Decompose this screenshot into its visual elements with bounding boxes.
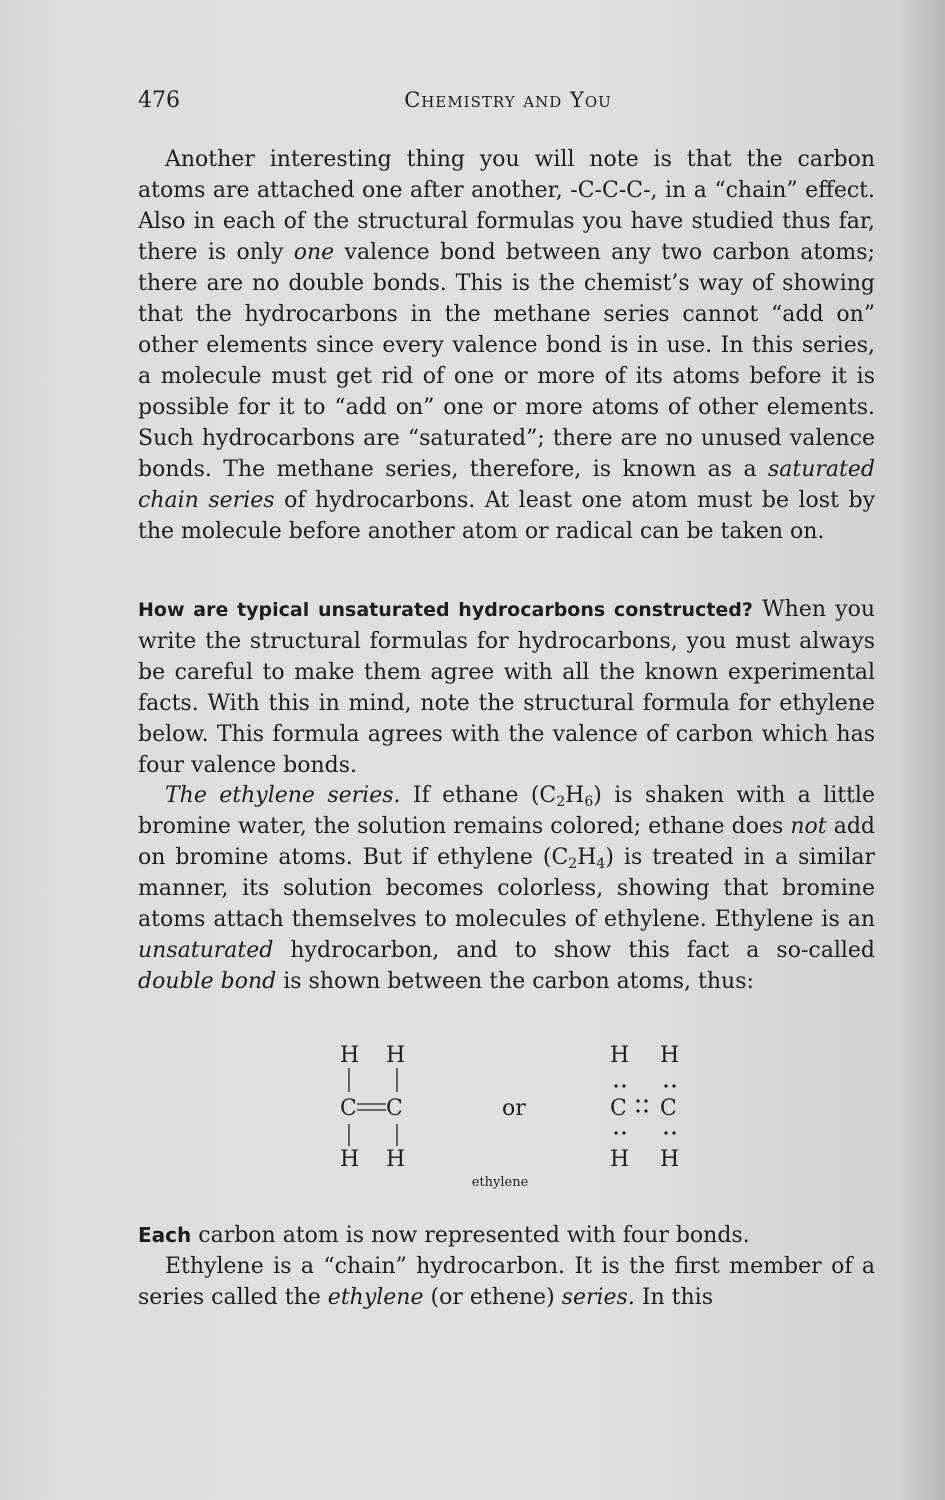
electron-dot — [622, 1131, 625, 1134]
emphasis: not — [790, 814, 827, 839]
atom-c: C — [660, 1096, 677, 1121]
electron-dot — [644, 1109, 647, 1112]
electron-dot — [636, 1109, 639, 1112]
electron-dot — [622, 1084, 625, 1087]
text-span: When you write the structural formulas for hydrocarbons, you must always be careful to make them agree with all the known experimental facts. With this in mind, note the structural formula for ethylene below. This formula agrees with the valence of carbon which has four valence bonds. — [138, 597, 875, 778]
atom-h: H — [386, 1043, 406, 1068]
text-span: carbon atom is now represented with four bonds. — [191, 1223, 750, 1248]
subscript: 2 — [568, 856, 578, 872]
atom-h: H — [610, 1043, 630, 1068]
run-in-heading: The ethylene series. — [165, 783, 401, 808]
page-number: 476 — [138, 88, 180, 113]
text-span: (or ethene) — [423, 1285, 562, 1310]
or-word: or — [502, 1096, 526, 1121]
electron-dot — [664, 1084, 667, 1087]
emphasis: double bond — [138, 969, 277, 994]
electron-dot — [614, 1131, 617, 1134]
electron-dot — [644, 1099, 647, 1102]
atom-h: H — [340, 1043, 360, 1068]
electron-dot — [664, 1131, 667, 1134]
emphasis: series. — [561, 1285, 635, 1310]
text-span: Ethylene is a “chain” hydrocarbon. It is the first member of a series called the — [138, 1254, 875, 1310]
emphasis: one — [293, 240, 335, 265]
subscript: 6 — [584, 794, 594, 810]
paragraph-four-bonds — [138, 1220, 875, 1313]
lead-word: Each — [138, 1223, 192, 1247]
section-question-heading: How are typical unsaturated hydrocarbons constructed? — [138, 599, 753, 621]
emphasis: unsaturated — [138, 938, 274, 963]
page-header — [138, 88, 878, 118]
paragraph-unsaturated-question — [138, 594, 875, 781]
text-span: H — [577, 845, 597, 870]
atom-h: H — [660, 1147, 680, 1172]
atom-h: H — [386, 1147, 406, 1172]
atom-c: C — [610, 1096, 627, 1121]
text-span: Another interesting thing you will note is that the carbon atoms are attached one after another, -C-C-C-, in a “chain” effect. Also in each of the structural formulas you have studied thus far, there is only — [138, 147, 875, 265]
atom-h: H — [660, 1043, 680, 1068]
text-span: hydrocarbon, and to show this fact a so-called — [273, 938, 875, 963]
text-span: of hydrocarbons. At least one atom must be lost by the molecule before another atom or radical can be taken on. — [138, 488, 875, 544]
paragraph-saturated — [138, 144, 875, 547]
text-span: valence bond between any two carbon atoms; there are no double bonds. This is the chemist’s way of showing that the hydrocarbons in the methane series cannot “add on” other elements since every valence bond is in use. In this series, a molecule must get rid of one or more of its atoms before it is possible for it to “add on” one or more atoms of other elements. Such hydrocarbons are “saturated”; there are no unused valence bonds. The methane series, therefore, is known as a — [138, 240, 875, 482]
text-span: ) is shaken with a little bromine water, the solution remains colored; ethane does — [138, 783, 875, 839]
text-span: ) is treated in a similar manner, its solution becomes colorless, showing that bromine atoms attach themselves to molecules of ethylene. Ethylene is an — [138, 845, 875, 932]
diagram-caption: ethylene — [471, 1175, 529, 1190]
atom-h: H — [340, 1147, 360, 1172]
electron-dot — [636, 1099, 639, 1102]
electron-dot — [672, 1084, 675, 1087]
atom-h: H — [610, 1147, 630, 1172]
paragraph-ethylene-series — [138, 780, 875, 997]
emphasis: ethylene — [327, 1285, 424, 1310]
atom-c: C — [386, 1096, 403, 1121]
running-head: Chemistry and You — [404, 88, 612, 112]
text-span: In this — [634, 1285, 714, 1310]
text-span: add on bromine atoms. But if ethylene (C — [138, 814, 875, 870]
electron-dot — [672, 1131, 675, 1134]
ethylene-structural-formula — [320, 1038, 740, 1198]
emphasis: saturated chain series — [138, 457, 875, 513]
electron-dot — [614, 1084, 617, 1087]
subscript: 2 — [556, 794, 566, 810]
text-span: If ethane (C — [400, 783, 557, 808]
subscript: 4 — [596, 856, 606, 872]
atom-c: C — [340, 1096, 357, 1121]
text-span: is shown between the carbon atoms, thus: — [276, 969, 754, 994]
text-span: H — [565, 783, 585, 808]
